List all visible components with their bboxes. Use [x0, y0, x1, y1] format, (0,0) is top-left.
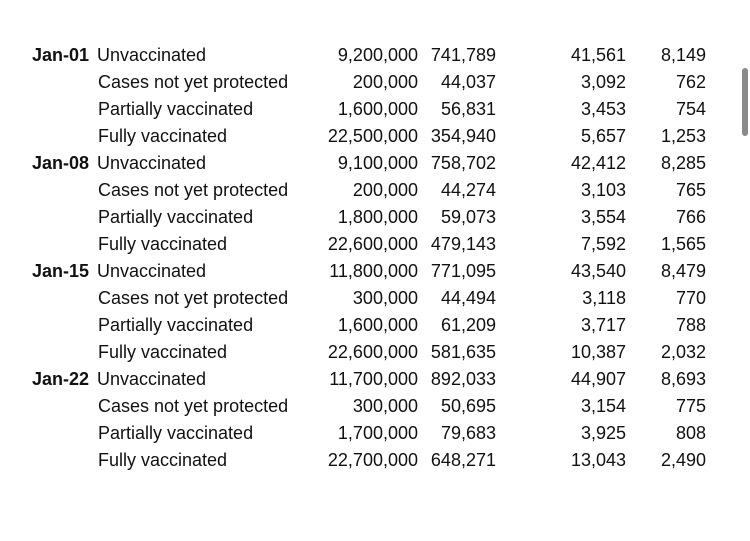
week-date: Jan-08 [32, 153, 90, 173]
hospitalizations-value: 3,092 [580, 72, 626, 92]
cases-value: 581,635 [430, 342, 496, 362]
table-row [0, 123, 750, 150]
cases-value: 50,695 [440, 396, 496, 416]
deaths-value: 762 [675, 72, 706, 92]
population-value: 11,700,000 [329, 369, 418, 389]
table-row [0, 393, 750, 420]
hospitalizations-value: 3,925 [580, 423, 626, 443]
hospitalizations-value: 3,103 [580, 180, 626, 200]
category-label: Unvaccinated [97, 45, 207, 65]
deaths-value: 8,285 [660, 153, 706, 173]
hospitalizations-value: 42,412 [570, 153, 626, 173]
cases-value: 44,494 [440, 288, 496, 308]
hospitalizations-value: 3,118 [582, 288, 626, 308]
category-label: Fully vaccinated [98, 126, 228, 146]
hospitalizations-value: 3,717 [580, 315, 626, 335]
cases-value: 44,037 [440, 72, 496, 92]
deaths-value: 1,253 [660, 126, 706, 146]
deaths-value: 808 [675, 423, 706, 443]
category-label: Fully vaccinated [98, 450, 228, 470]
category-label: Unvaccinated [97, 369, 207, 389]
cases-value: 479,143 [430, 234, 496, 254]
hospitalizations-value: 41,561 [570, 45, 626, 65]
deaths-value: 766 [675, 207, 706, 227]
cases-value: 59,073 [440, 207, 496, 227]
category-label: Partially vaccinated [98, 315, 254, 335]
cases-value: 79,683 [440, 423, 496, 443]
category-label: Cases not yet protected [98, 180, 289, 200]
week-date: Jan-22 [32, 369, 90, 389]
category-label: Partially vaccinated [98, 423, 254, 443]
hospitalizations-value: 3,154 [580, 396, 626, 416]
category-label: Unvaccinated [97, 153, 207, 173]
vertical-scrollbar[interactable] [742, 68, 748, 136]
population-value: 9,100,000 [337, 153, 418, 173]
hospitalizations-value: 10,387 [570, 342, 626, 362]
cases-value: 354,940 [430, 126, 496, 146]
deaths-value: 8,479 [660, 261, 706, 281]
hospitalizations-value: 3,453 [580, 99, 626, 119]
deaths-value: 754 [675, 99, 706, 119]
hospitalizations-value: 7,592 [580, 234, 626, 254]
category-label: Cases not yet protected [98, 72, 289, 92]
cases-value: 56,831 [440, 99, 496, 119]
population-value: 22,500,000 [327, 126, 418, 146]
population-value: 11,800,000 [329, 261, 418, 281]
category-label: Fully vaccinated [98, 234, 228, 254]
cases-value: 892,033 [430, 369, 496, 389]
cases-value: 741,789 [430, 45, 496, 65]
week-date: Jan-15 [32, 261, 90, 281]
hospitalizations-value: 13,043 [570, 450, 626, 470]
deaths-value: 788 [675, 315, 706, 335]
cases-value: 771,095 [430, 261, 496, 281]
table-row [0, 366, 750, 393]
category-label: Fully vaccinated [98, 342, 228, 362]
population-value: 9,200,000 [337, 45, 418, 65]
hospitalizations-value: 3,554 [580, 207, 626, 227]
table-row [0, 420, 750, 447]
vaccination-table [0, 42, 750, 474]
category-label: Cases not yet protected [98, 396, 289, 416]
week-date: Jan-01 [32, 45, 90, 65]
population-value: 22,700,000 [327, 450, 418, 470]
deaths-value: 765 [675, 180, 706, 200]
population-value: 200,000 [352, 72, 418, 92]
category-label: Partially vaccinated [98, 99, 254, 119]
category-label: Unvaccinated [97, 261, 207, 281]
hospitalizations-value: 43,540 [570, 261, 626, 281]
population-value: 1,700,000 [337, 423, 418, 443]
population-value: 200,000 [352, 180, 418, 200]
deaths-value: 1,565 [660, 234, 706, 254]
category-label: Cases not yet protected [98, 288, 289, 308]
deaths-value: 2,032 [660, 342, 706, 362]
deaths-value: 8,149 [660, 45, 706, 65]
table-row [0, 96, 750, 123]
population-value: 22,600,000 [327, 234, 418, 254]
table-row [0, 447, 750, 474]
population-value: 1,800,000 [337, 207, 418, 227]
table-row [0, 42, 750, 69]
table-row [0, 285, 750, 312]
deaths-value: 770 [675, 288, 706, 308]
cases-value: 61,209 [440, 315, 496, 335]
population-value: 22,600,000 [327, 342, 418, 362]
hospitalizations-value: 44,907 [570, 369, 626, 389]
deaths-value: 8,693 [660, 369, 706, 389]
population-value: 1,600,000 [337, 99, 418, 119]
cases-value: 648,271 [430, 450, 496, 470]
table-row [0, 69, 750, 96]
table-row [0, 204, 750, 231]
table-row [0, 312, 750, 339]
population-value: 300,000 [352, 288, 418, 308]
table-row [0, 258, 750, 285]
table-row [0, 231, 750, 258]
table-row [0, 177, 750, 204]
hospitalizations-value: 5,657 [580, 126, 626, 146]
table-row [0, 150, 750, 177]
cases-value: 758,702 [430, 153, 496, 173]
deaths-value: 775 [675, 396, 706, 416]
population-value: 1,600,000 [337, 315, 418, 335]
cases-value: 44,274 [440, 180, 496, 200]
population-value: 300,000 [352, 396, 418, 416]
deaths-value: 2,490 [660, 450, 706, 470]
table-row [0, 339, 750, 366]
category-label: Partially vaccinated [98, 207, 254, 227]
